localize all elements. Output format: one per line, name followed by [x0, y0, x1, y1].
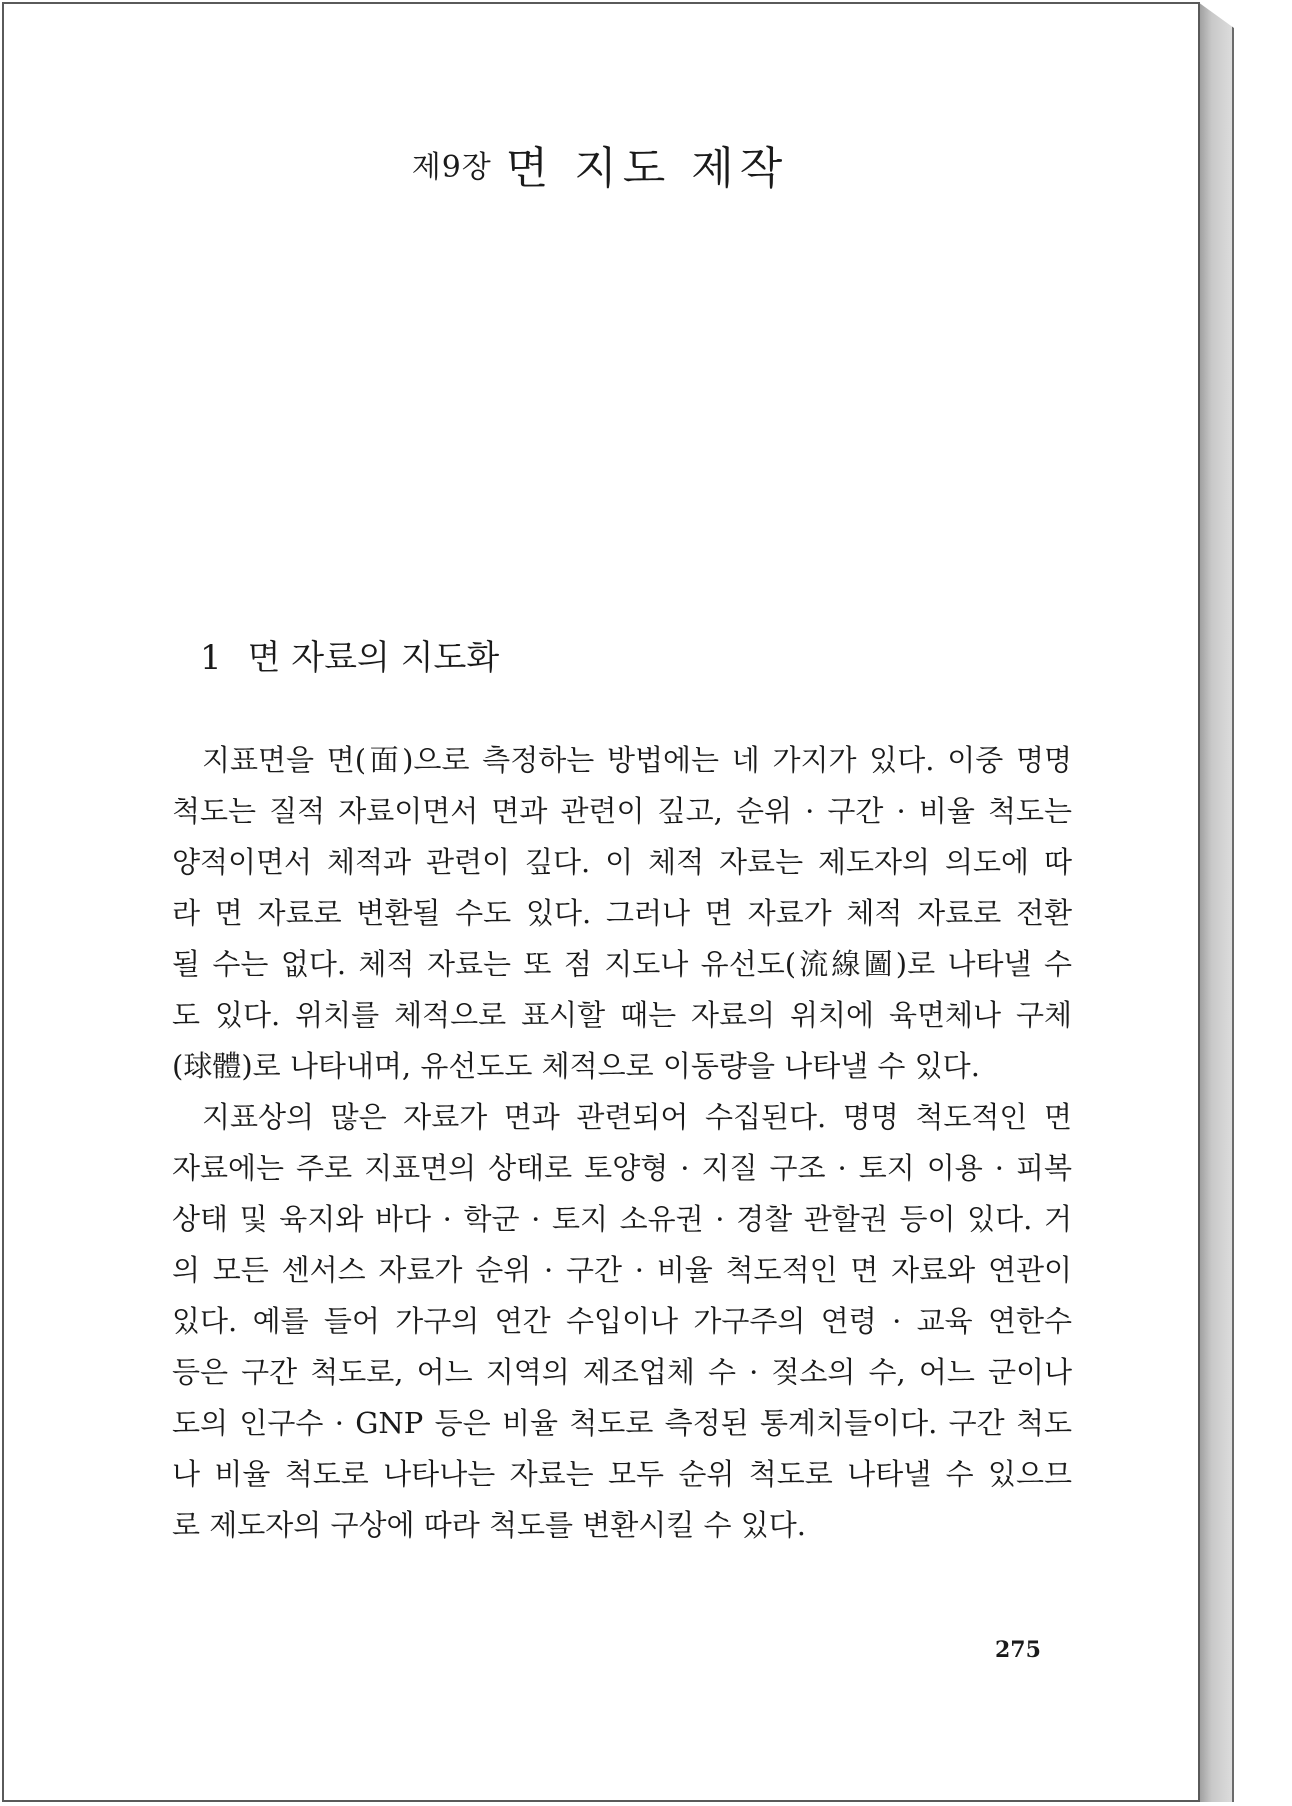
text-line: 의 모든 센서스 자료가 순위 · 구간 · 비율 척도적인 면 자료와 연관이 [172, 1253, 1072, 1287]
text-line: (球體)로 나타내며, 유선도도 체적으로 이동량을 나타낼 수 있다. [172, 1049, 980, 1083]
section-number: 1 [200, 638, 222, 678]
text-line: 상태 및 육지와 바다 · 학군 · 토지 소유권 · 경찰 관할권 등이 있다. 거 [172, 1202, 1072, 1236]
text-line: 도 있다. 위치를 체적으로 표시할 때는 자료의 위치에 육면체나 구체 [172, 998, 1072, 1032]
chapter-number: 제9장 [411, 150, 492, 185]
text-line: 있다. 예를 들어 가구의 연간 수입이나 가구주의 연령 · 교육 연한수 [172, 1304, 1072, 1338]
text-line: 지표상의 많은 자료가 면과 관련되어 수집된다. 명명 척도적인 면 [202, 1100, 1072, 1134]
text-line: 라 면 자료로 변환될 수도 있다. 그러나 면 자료가 체적 자료로 전환 [172, 896, 1072, 930]
text-line: 척도는 질적 자료이면서 면과 관련이 깊고, 순위 · 구간 · 비율 척도는 [172, 794, 1072, 828]
section-heading [200, 630, 499, 679]
body-text [172, 735, 1072, 1551]
text-line: 지표면을 면(面)으로 측정하는 방법에는 네 가지가 있다. 이중 명명 [202, 743, 1072, 777]
text-line: 등은 구간 척도로, 어느 지역의 제조업체 수 · 젖소의 수, 어느 군이나 [172, 1355, 1072, 1389]
chapter-title [0, 132, 1200, 196]
text-line: 도의 인구수 · GNP 등은 비율 척도로 측정된 통계치들이다. 구간 척도 [172, 1406, 1072, 1440]
text-line: 나 비율 척도로 나타나는 자료는 모두 순위 척도로 나타낼 수 있으므 [172, 1457, 1072, 1491]
section-title: 면 자료의 지도화 [247, 638, 500, 678]
text-line: 될 수는 없다. 체적 자료는 또 점 지도나 유선도(流線圖)로 나타낼 수 [172, 947, 1072, 981]
page-stack-edge [1198, 2, 1234, 1802]
text-line: 자료에는 주로 지표면의 상태로 토양형 · 지질 구조 · 토지 이용 · 피복 [172, 1151, 1072, 1185]
page-number: 275 [995, 1637, 1041, 1663]
text-line: 양적이면서 체적과 관련이 깊다. 이 체적 자료는 제도자의 의도에 따 [172, 845, 1072, 879]
chapter-name: 면 지도 제작 [505, 143, 789, 194]
text-line: 로 제도자의 구상에 따라 척도를 변환시킬 수 있다. [172, 1508, 807, 1542]
